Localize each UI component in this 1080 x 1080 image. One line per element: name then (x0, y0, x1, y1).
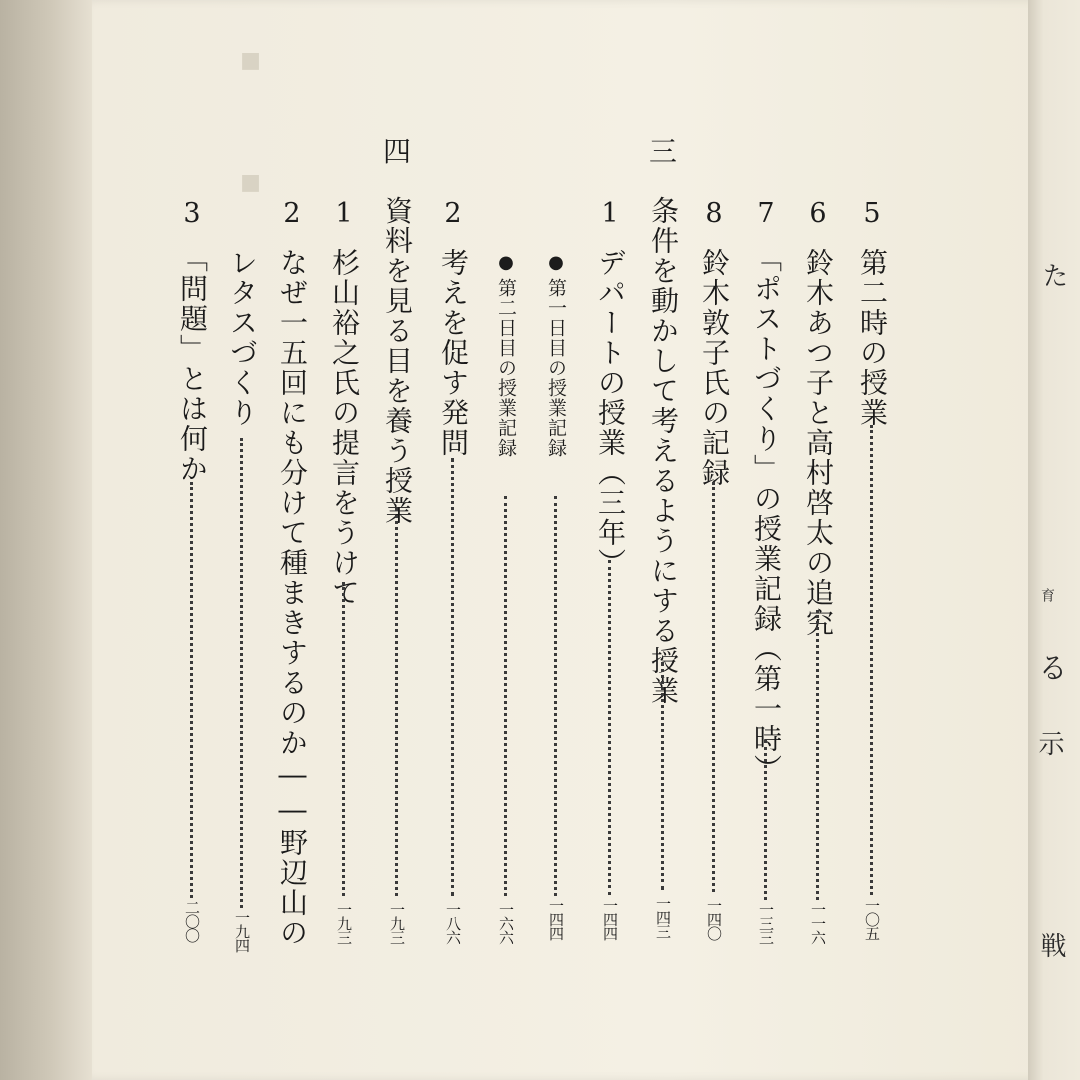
toc-section-entry[interactable] (377, 0, 417, 1000)
entry-number: 7 (757, 198, 775, 229)
dot-leader (240, 438, 243, 908)
page-number: 一六六 (497, 902, 515, 944)
dot-leader (451, 458, 454, 896)
book-spine-shadow (0, 0, 92, 1080)
section-heading-3: 三 (648, 135, 677, 168)
section-title: 条件を動かして考えるようにする授業 (647, 196, 680, 706)
page-number: 一四四 (601, 898, 619, 940)
dot-leader (764, 740, 767, 900)
toc-subentry[interactable] (536, 0, 576, 1000)
dot-leader (554, 496, 557, 896)
entry-title: 考えを促す発問 (437, 248, 470, 458)
entry-title: なぜ一五回にも分けて種まきするのか――野辺山の (276, 248, 309, 948)
page-number: 一四三 (654, 896, 672, 938)
entry-title: 杉山裕之氏の提言をうけて (328, 248, 361, 608)
entry-title: 第一日目の授業記録 (545, 278, 567, 458)
bullet-icon: ● (548, 252, 564, 273)
page-number: 一八六 (444, 902, 462, 944)
entry-number: 8 (705, 198, 723, 229)
adjacent-page (1028, 0, 1080, 1080)
page-number: 一〇五 (863, 898, 881, 940)
edge-char: る (1032, 652, 1067, 682)
edge-char: 育 (1039, 588, 1055, 602)
edge-char: 示 (1034, 730, 1064, 756)
page-number: 二〇〇 (183, 900, 201, 942)
entry-title: 「問題」とは何か (176, 244, 209, 484)
entry-number: 1 (335, 198, 353, 229)
entry-number: 5 (863, 198, 881, 229)
toc-entry[interactable] (746, 0, 786, 1000)
toc-entry[interactable] (172, 0, 212, 1000)
entry-title: レタスづくり (226, 248, 259, 428)
entry-title: 第二日目の授業記録 (495, 278, 517, 458)
dot-leader (661, 662, 664, 890)
page-number: 一四四 (547, 898, 565, 940)
toc-subentry[interactable] (486, 0, 526, 1000)
entry-number: 1 (601, 198, 619, 229)
section-heading-4: 四 (382, 135, 411, 168)
toc-entry[interactable] (694, 0, 734, 1000)
edge-char: た (1038, 262, 1068, 288)
show-through-text: ■ (238, 48, 263, 73)
page-number: 一九三 (388, 902, 406, 944)
entry-title: 「ポストづくり」の授業記録（第一時） (750, 244, 783, 784)
dot-leader (712, 482, 715, 892)
toc-entry[interactable] (272, 0, 312, 1000)
toc-entry[interactable] (324, 0, 364, 1000)
dot-leader (342, 582, 345, 896)
entry-number: 2 (283, 198, 301, 229)
dot-leader (608, 560, 611, 895)
dot-leader (816, 610, 819, 900)
entry-title: デパートの授業（三年） (594, 248, 627, 578)
entry-title: 第二時の授業 (856, 248, 889, 428)
toc-section-entry[interactable] (643, 0, 683, 1000)
entry-title: 鈴木敦子氏の記録 (698, 248, 731, 488)
dot-leader (395, 508, 398, 896)
entry-title: 鈴木あつ子と高村啓太の追究 (802, 248, 835, 638)
entry-number: 3 (183, 198, 201, 229)
entry-number: 2 (444, 198, 462, 229)
dot-leader (190, 482, 193, 898)
edge-char: 戦 (1036, 932, 1066, 958)
show-through-text: ■ (238, 170, 263, 195)
page-number: 一九三 (335, 902, 353, 944)
dot-leader (504, 496, 507, 896)
dot-leader (870, 425, 873, 895)
page-number: 一一六 (809, 902, 827, 944)
toc-entry[interactable] (590, 0, 630, 1000)
page-number: 一三三 (757, 902, 775, 944)
page-number: 一九四 (233, 910, 251, 952)
bullet-icon: ● (498, 252, 514, 273)
toc-entry[interactable] (852, 0, 892, 1000)
section-title: 資料を見る目を養う授業 (381, 196, 414, 526)
toc-entry-continuation[interactable] (222, 0, 262, 1000)
entry-number: 6 (809, 198, 827, 229)
toc-entry[interactable] (798, 0, 838, 1000)
toc-entry[interactable] (433, 0, 473, 1000)
page-number: 一四〇 (705, 898, 723, 940)
